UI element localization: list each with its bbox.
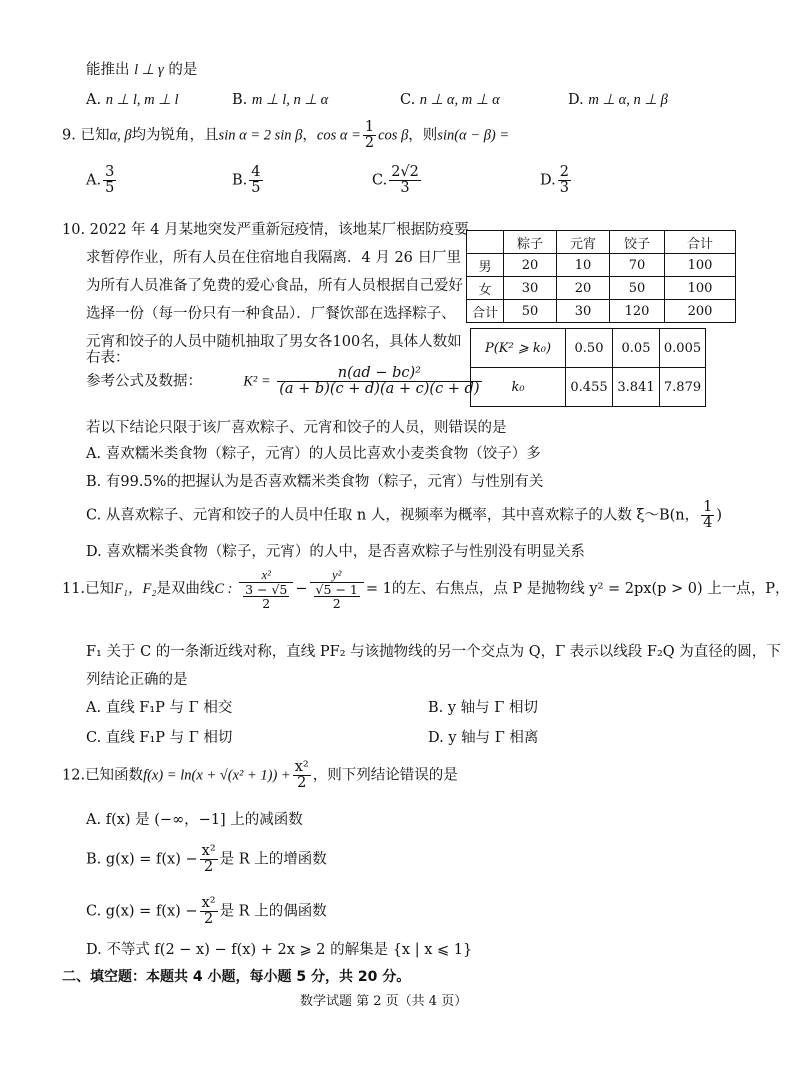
option-label: C. bbox=[86, 730, 102, 746]
option-label: A. bbox=[86, 172, 102, 189]
option-label: C. bbox=[372, 172, 388, 189]
q9-option-b[interactable] bbox=[232, 165, 265, 196]
q12-option-b[interactable] bbox=[86, 844, 327, 875]
option-text: m ⊥ l, n ⊥ α bbox=[251, 92, 329, 108]
q8-option-d[interactable] bbox=[568, 92, 668, 109]
fraction-denominator: 5 bbox=[251, 180, 261, 197]
fraction-denominator: 2 bbox=[203, 911, 214, 928]
question-number: 10. bbox=[62, 222, 86, 238]
fraction-numerator: x² bbox=[201, 843, 216, 859]
q8-tail-text: 能推出 bbox=[86, 62, 130, 78]
q9-text: 已知 bbox=[80, 127, 110, 144]
fraction-numerator: √5 − 1 bbox=[315, 582, 358, 598]
table-cell: 合计 bbox=[665, 231, 736, 254]
option-label: A. bbox=[86, 700, 102, 716]
question-number: 11. bbox=[62, 581, 86, 598]
question-12 bbox=[62, 760, 458, 791]
option-text: 直线 F₁P 与 Γ 相交 bbox=[105, 700, 233, 716]
table-cell: 粽子 bbox=[504, 231, 557, 254]
option-fraction bbox=[701, 500, 714, 531]
page-footer: 数学试题 第 2 页（共 4 页） bbox=[300, 994, 468, 1009]
table-cell: 50 bbox=[610, 277, 665, 300]
question-9 bbox=[62, 120, 509, 151]
table-cell: 0.05 bbox=[613, 329, 660, 368]
option-text: y 轴与 Γ 相离 bbox=[448, 730, 539, 746]
question-11 bbox=[62, 568, 790, 610]
table-cell: 7.879 bbox=[660, 368, 706, 407]
option-text: n ⊥ α, m ⊥ α bbox=[419, 92, 500, 108]
q12-math: f(x) = ln(x + √(x² + 1)) + bbox=[143, 767, 291, 784]
option-text: 是 R 上的偶函数 bbox=[219, 903, 327, 920]
q9-text: ， bbox=[302, 127, 317, 144]
table-cell: 100 bbox=[665, 277, 736, 300]
q10-line-5: 元宵和饺子的人员中随机抽取了男女各100名，具体人数如 bbox=[86, 334, 462, 350]
table-cell: k₀ bbox=[471, 368, 566, 407]
fraction-denominator: 2 bbox=[204, 859, 214, 876]
table-cell: 3.841 bbox=[613, 368, 660, 407]
option-text: g(x) = f(x) − bbox=[105, 851, 198, 868]
fraction-denominator bbox=[310, 583, 364, 610]
option-label: B. bbox=[86, 851, 102, 868]
minus-sign: − bbox=[295, 581, 308, 598]
option-text: 不等式 f(2 − x) − f(x) + 2x ⩾ 2 的解集是 {x | x ⩽ 1} bbox=[106, 942, 473, 958]
option-label: B. bbox=[86, 474, 102, 490]
q11-option-d[interactable] bbox=[428, 726, 538, 747]
table-row bbox=[467, 300, 736, 323]
option-tail: ) bbox=[716, 507, 723, 524]
table-cell: 30 bbox=[557, 300, 610, 323]
q9-fraction bbox=[363, 120, 376, 151]
q9-math: cos α = bbox=[316, 127, 361, 144]
fraction-denominator: 2 bbox=[364, 135, 375, 152]
q9-text: ，则 bbox=[408, 127, 438, 144]
q10-formula bbox=[86, 366, 484, 397]
q11-math: C : bbox=[214, 581, 233, 598]
q11-option-a[interactable] bbox=[86, 696, 232, 717]
q10-critical-value-table bbox=[470, 328, 706, 407]
table-cell: 女 bbox=[467, 277, 504, 300]
q10-count-table bbox=[466, 230, 736, 323]
option-text: 直线 F₁P 与 Γ 相切 bbox=[105, 730, 233, 746]
q12-fraction bbox=[293, 760, 311, 791]
q10-line-6: 右表： bbox=[86, 350, 130, 366]
q12-option-c[interactable] bbox=[86, 896, 327, 927]
fraction-numerator-text: x² bbox=[261, 568, 271, 582]
table-cell: 100 bbox=[665, 254, 736, 277]
table-row bbox=[467, 277, 736, 300]
fraction-denominator: 2 bbox=[262, 596, 271, 612]
option-label: C. bbox=[86, 903, 102, 920]
formula-lhs: K² = bbox=[243, 373, 271, 390]
table-cell: 男 bbox=[467, 254, 504, 277]
q11-line-2: F₁ 关于 C 的一条渐近线对称，直线 PF₂ 与该抛物线的另一个交点为 Q，Γ 表示以线段 F₂Q 为直径的圆，下 bbox=[86, 644, 781, 660]
q9-option-a[interactable] bbox=[86, 165, 118, 196]
fraction-denominator: 3 bbox=[559, 180, 569, 197]
q12-option-a[interactable] bbox=[86, 808, 303, 829]
table-cell: 50 bbox=[504, 300, 557, 323]
fraction-numerator: 3 − √5 bbox=[245, 582, 288, 598]
q12-text: ，则下列结论错误的是 bbox=[312, 767, 458, 784]
fraction-numerator: x² bbox=[201, 895, 216, 911]
fraction-denominator: 2 bbox=[297, 775, 307, 792]
option-label: B. bbox=[232, 172, 248, 189]
fraction-numerator: 1 bbox=[364, 119, 375, 135]
fraction-numerator bbox=[239, 568, 293, 583]
q10-option-b[interactable] bbox=[86, 470, 543, 491]
fraction-numerator-text: y² bbox=[332, 568, 342, 582]
fraction-denominator: 2 bbox=[332, 596, 341, 612]
q11-text: 是双曲线 bbox=[156, 581, 215, 598]
q11-fraction-x bbox=[239, 568, 293, 610]
table-cell: 元宵 bbox=[557, 231, 610, 254]
option-text: g(x) = f(x) − bbox=[105, 903, 198, 920]
table-cell: 0.005 bbox=[660, 329, 706, 368]
q11-text: = 1的左、右焦点，点 P 是抛物线 y² = 2px(p > 0) 上一点，P， bbox=[365, 581, 790, 598]
table-cell: P(K² ⩾ k₀) bbox=[471, 329, 566, 368]
option-label: C. bbox=[400, 92, 416, 108]
q10-text: 2022 年 4 月某地突发严重新冠疫情，该地某厂根据防疫要 bbox=[89, 222, 469, 238]
q11-fraction-y bbox=[310, 568, 364, 610]
q12-option-d[interactable] bbox=[86, 938, 472, 959]
option-text: 有99.5%的把握认为是否喜欢糯米类食物（粽子，元宵）与性别有关 bbox=[105, 474, 544, 490]
fraction-numerator: x² bbox=[294, 759, 309, 775]
nested-fraction bbox=[243, 583, 289, 610]
option-label: D. bbox=[428, 730, 444, 746]
option-label: D. bbox=[86, 942, 102, 958]
q10-line-2: 求暂停作业，所有人员在住宿地自我隔离．4 月 26 日厂里 bbox=[86, 250, 462, 266]
q8-tail-math: l ⊥ γ bbox=[134, 62, 164, 78]
q10-stem: 若以下结论只限于该厂喜欢粽子、元宵和饺子的人员，则错误的是 bbox=[86, 420, 507, 436]
fraction-denominator: 4 bbox=[703, 515, 713, 532]
q11-math: F₁，F₂ bbox=[114, 581, 157, 598]
option-label: D. bbox=[540, 172, 556, 189]
q11-option-b[interactable] bbox=[428, 696, 538, 717]
q9-math: cos β bbox=[378, 127, 409, 144]
option-fraction bbox=[389, 165, 421, 196]
q9-text: 均为锐角，且 bbox=[131, 127, 219, 144]
q10-line-3: 为所有人员准备了免费的爱心食品，所有人员根据自己爱好 bbox=[86, 278, 463, 294]
q9-option-d[interactable] bbox=[540, 165, 573, 196]
option-fraction bbox=[200, 844, 218, 875]
option-text: m ⊥ α, n ⊥ β bbox=[588, 92, 668, 108]
table-cell: 10 bbox=[557, 254, 610, 277]
option-text: n ⊥ l, m ⊥ l bbox=[105, 92, 179, 108]
q8-tail bbox=[86, 58, 197, 79]
option-label: B. bbox=[232, 92, 248, 108]
fraction-denominator: (a + b)(c + d)(a + c)(c + d) bbox=[279, 381, 480, 398]
table-cell bbox=[467, 231, 504, 254]
table-cell: 饺子 bbox=[610, 231, 665, 254]
option-text: 从喜欢粽子、元宵和饺子的人员中任取 n 人，视频率为概率，其中喜欢粽子的人数 ξ～B(n， bbox=[105, 507, 700, 524]
q12-text: 已知函数 bbox=[85, 767, 144, 784]
option-text: y 轴与 Γ 相切 bbox=[447, 700, 538, 716]
table-row bbox=[471, 329, 706, 368]
q8-option-c[interactable] bbox=[400, 92, 500, 109]
fraction-numerator bbox=[310, 568, 364, 583]
option-label: B. bbox=[428, 700, 444, 716]
q10-option-c[interactable] bbox=[86, 500, 722, 531]
option-fraction bbox=[200, 896, 218, 927]
fraction-numerator: 2 bbox=[559, 164, 569, 180]
section-heading: 二、填空题：本题共 4 小题，每小题 5 分，共 20 分。 bbox=[62, 969, 411, 985]
fraction-numerator: 3 bbox=[105, 164, 115, 180]
q10-line-1 bbox=[62, 218, 469, 239]
table-row bbox=[467, 254, 736, 277]
q8-option-a[interactable] bbox=[86, 92, 179, 109]
option-label: C. bbox=[86, 507, 102, 524]
table-row bbox=[471, 368, 706, 407]
option-fraction bbox=[558, 165, 571, 196]
q8-tail-end: 的是 bbox=[168, 62, 198, 78]
q10-line-4: 选择一份（每一份只有一种食品）．厂餐饮部在选择粽子、 bbox=[86, 306, 456, 322]
nested-fraction bbox=[314, 583, 360, 610]
option-fraction bbox=[249, 165, 262, 196]
q11-line-3: 列结论正确的是 bbox=[86, 672, 188, 688]
q8-option-b[interactable] bbox=[232, 92, 328, 109]
option-label: A. bbox=[86, 92, 102, 108]
option-label: A. bbox=[86, 812, 102, 828]
option-text: f(x) 是 (−∞，−1] 上的减函数 bbox=[105, 812, 303, 828]
question-number: 12. bbox=[62, 767, 86, 784]
fraction-numerator: 1 bbox=[703, 499, 713, 515]
option-label: D. bbox=[86, 544, 102, 560]
q9-math: sin α = 2 sin β bbox=[218, 127, 303, 144]
formula-label: 参考公式及数据： bbox=[86, 373, 202, 390]
formula-fraction bbox=[277, 366, 481, 397]
option-label: D. bbox=[568, 92, 584, 108]
fraction-numerator: n(ad − bc)² bbox=[277, 366, 481, 382]
fraction-denominator bbox=[239, 583, 293, 610]
table-cell: 200 bbox=[665, 300, 736, 323]
option-fraction bbox=[103, 165, 116, 196]
table-cell: 30 bbox=[504, 277, 557, 300]
q9-math: sin(α − β) = bbox=[437, 127, 510, 144]
option-label: A. bbox=[86, 446, 102, 462]
table-cell: 0.455 bbox=[566, 368, 613, 407]
q11-option-c[interactable] bbox=[86, 726, 232, 747]
fraction-denominator: 5 bbox=[105, 180, 115, 197]
q10-option-d[interactable] bbox=[86, 540, 585, 561]
fraction-numerator: 2√2 bbox=[391, 164, 419, 180]
table-cell: 0.50 bbox=[566, 329, 613, 368]
q11-text: 已知 bbox=[85, 581, 115, 598]
fraction-denominator: 3 bbox=[400, 180, 410, 197]
q9-math: α, β bbox=[109, 127, 132, 144]
question-number: 9. bbox=[62, 127, 76, 144]
table-cell: 70 bbox=[610, 254, 665, 277]
table-header-row bbox=[467, 231, 736, 254]
option-text: 是 R 上的增函数 bbox=[219, 851, 327, 868]
table-cell: 合计 bbox=[467, 300, 504, 323]
table-cell: 120 bbox=[610, 300, 665, 323]
fraction-numerator: 4 bbox=[251, 164, 261, 180]
option-text: 喜欢糯米类食物（粽子，元宵）的人员比喜欢小麦类食物（饺子）多 bbox=[105, 446, 541, 462]
table-cell: 20 bbox=[504, 254, 557, 277]
table-cell: 20 bbox=[557, 277, 610, 300]
q10-option-a[interactable] bbox=[86, 442, 541, 463]
q9-option-c[interactable] bbox=[372, 165, 423, 196]
option-text: 喜欢糯米类食物（粽子，元宵）的人中，是否喜欢粽子与性别没有明显关系 bbox=[106, 544, 585, 560]
